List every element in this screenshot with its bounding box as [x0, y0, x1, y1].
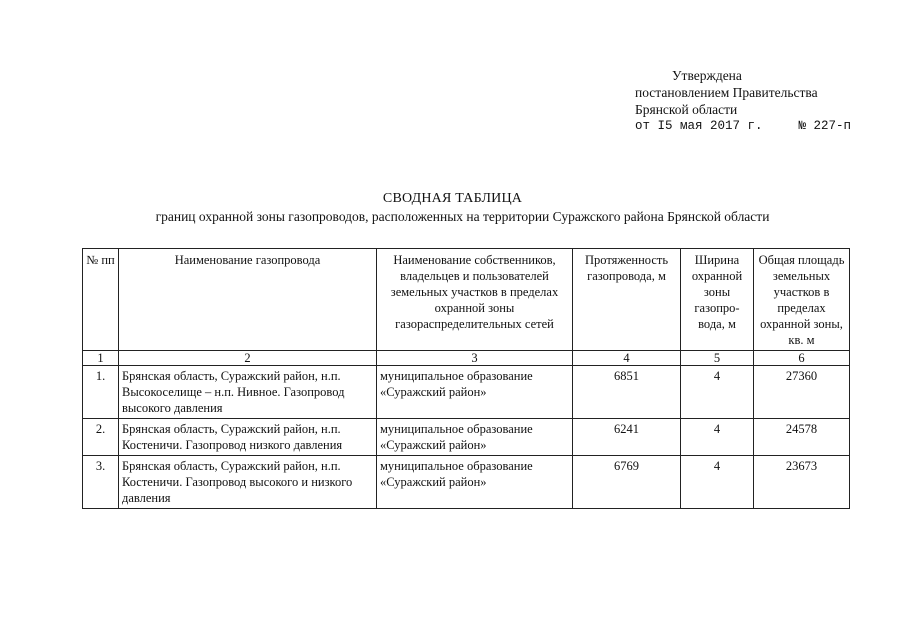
approval-date: от I5 мая 2017 г.	[635, 119, 763, 133]
row-number: 1.	[83, 366, 119, 419]
owner-name: муниципальное образование «Суражский район»	[377, 456, 573, 509]
approval-line-resolution: постановлением Правительства	[635, 85, 818, 100]
summary-table	[82, 248, 850, 509]
column-number: 4	[573, 351, 681, 366]
table-header-row	[83, 249, 850, 351]
owner-name: муниципальное образование «Суражский район»	[377, 419, 573, 456]
header-number: № пп	[83, 249, 119, 351]
column-number: 2	[119, 351, 377, 366]
table-row	[83, 456, 850, 509]
header-total-area: Общая площадь земельных участков в пределах охранной зоны, кв. м	[754, 249, 850, 351]
document-subtitle: границ охранной зоны газопроводов, расположенных на территории Суражского района Брянской области	[155, 209, 770, 224]
approval-number: № 227-п	[798, 119, 852, 133]
zone-width: 4	[681, 456, 754, 509]
approval-date-line	[635, 118, 895, 135]
document-title: СВОДНАЯ ТАБЛИЦА	[382, 191, 523, 206]
owner-name: муниципальное образование «Суражский район»	[377, 366, 573, 419]
header-pipeline-name: Наименование газопровода	[119, 249, 377, 351]
row-number: 3.	[83, 456, 119, 509]
header-owners: Наименование собственников, владельцев и пользователей земельных участков в пределах охранной зоны газораспределительных сетей	[377, 249, 573, 351]
table-row	[83, 419, 850, 456]
row-number: 2.	[83, 419, 119, 456]
column-number: 6	[754, 351, 850, 366]
column-number: 1	[83, 351, 119, 366]
header-length: Протяженность газопровода, м	[573, 249, 681, 351]
column-number: 3	[377, 351, 573, 366]
approval-line-approved: Утверждена	[672, 68, 742, 83]
pipeline-name: Брянская область, Суражский район, н.п. Костеничи. Газопровод низкого давления	[119, 419, 377, 456]
column-number: 5	[681, 351, 754, 366]
pipeline-length: 6241	[573, 419, 681, 456]
pipeline-length: 6851	[573, 366, 681, 419]
zone-width: 4	[681, 366, 754, 419]
column-numbers-row	[83, 351, 850, 366]
pipeline-name: Брянская область, Суражский район, н.п. Высокоселище – н.п. Нивное. Газопровод высокого давления	[119, 366, 377, 419]
approval-line-region: Брянской области	[635, 102, 738, 117]
approval-block	[635, 67, 895, 135]
total-area: 24578	[754, 419, 850, 456]
pipeline-length: 6769	[573, 456, 681, 509]
pipeline-name: Брянская область, Суражский район, н.п. Костеничи. Газопровод высокого и низкого давления	[119, 456, 377, 509]
total-area: 27360	[754, 366, 850, 419]
header-zone-width: Ширина охранной зоны газопро-вода, м	[681, 249, 754, 351]
table-row	[83, 366, 850, 419]
total-area: 23673	[754, 456, 850, 509]
zone-width: 4	[681, 419, 754, 456]
